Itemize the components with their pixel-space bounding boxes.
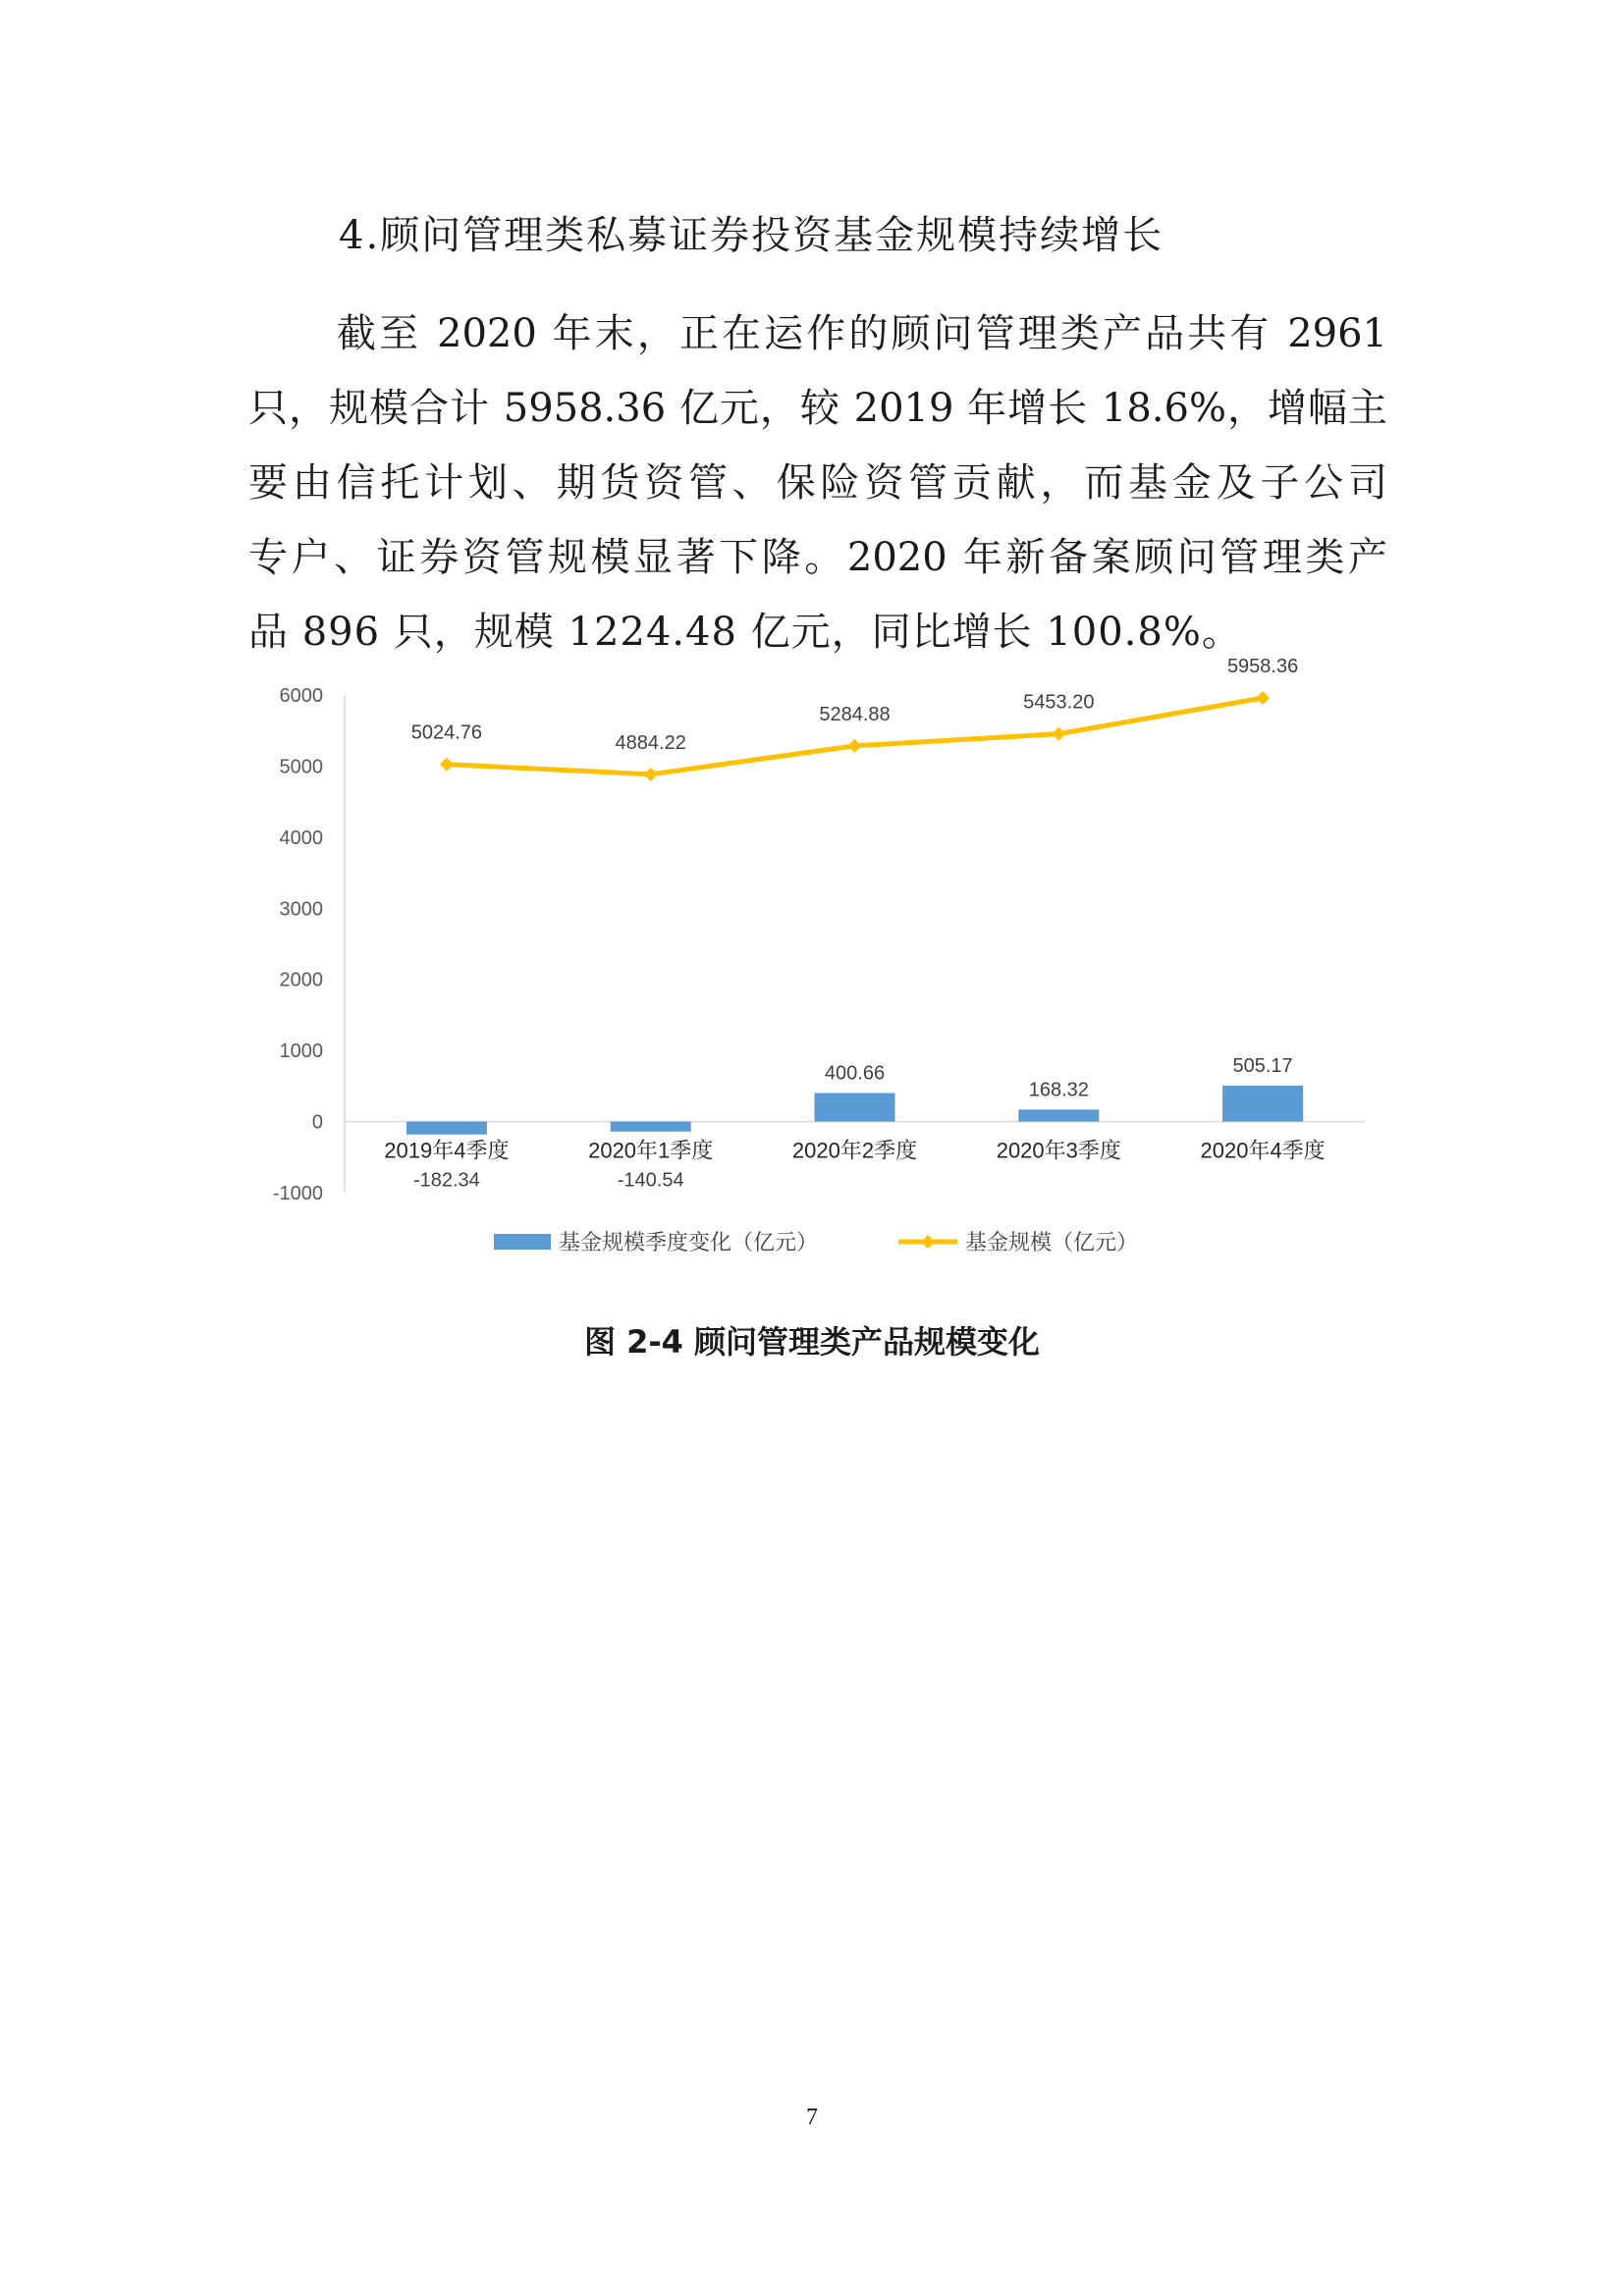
line-marker xyxy=(848,739,862,753)
bar xyxy=(611,1122,691,1132)
bar-data-label: -140.54 xyxy=(617,1169,684,1192)
bar-data-label: 400.66 xyxy=(824,1062,886,1085)
y-tick-label: 1000 xyxy=(279,1041,323,1063)
x-tick-label: 2020年2季度 xyxy=(791,1138,918,1163)
bar xyxy=(1222,1086,1303,1122)
bar-data-label: 505.17 xyxy=(1232,1054,1293,1077)
body-paragraph xyxy=(248,296,1387,669)
bar xyxy=(815,1094,895,1122)
line-data-label: 5453.20 xyxy=(1023,691,1095,714)
fund-scale-chart xyxy=(250,656,1389,1271)
paragraph-line: 截至 2020 年末，正在运作的顾问管理类产品共有 2961 xyxy=(337,311,1387,356)
paragraph-line: 要由信托计划、期货资管、保险资管贡献，而基金及子公司 xyxy=(248,460,1387,506)
figure-caption: 图 2-4 顾问管理类产品规模变化 xyxy=(583,1323,1041,1361)
x-tick-label: 2020年1季度 xyxy=(588,1138,714,1163)
line-marker xyxy=(1256,691,1270,705)
y-tick-label: -1000 xyxy=(272,1183,323,1204)
bar-data-label: -182.34 xyxy=(412,1169,480,1192)
y-tick-label: 6000 xyxy=(279,685,323,707)
bar xyxy=(406,1122,487,1135)
line-marker xyxy=(644,768,658,781)
x-tick-label: 2020年4季度 xyxy=(1200,1138,1326,1163)
x-tick-label: 2019年4季度 xyxy=(384,1138,510,1163)
legend-line-label: 基金规模（亿元） xyxy=(965,1230,1139,1255)
page-number: 7 xyxy=(806,2105,818,2130)
bar-data-label: 168.32 xyxy=(1028,1079,1089,1101)
y-tick-label: 0 xyxy=(311,1111,323,1134)
y-tick-label: 5000 xyxy=(279,756,323,778)
line-data-label: 5958.36 xyxy=(1226,656,1299,678)
y-tick-label: 2000 xyxy=(279,969,323,991)
line-marker xyxy=(1052,727,1065,741)
paragraph-line: 只，规模合计 5958.36 亿元，较 2019 年增长 18.6%，增幅主 xyxy=(248,386,1387,431)
chart-svg xyxy=(250,656,1389,1271)
y-tick-label: 3000 xyxy=(279,898,323,921)
legend-line-marker xyxy=(921,1235,935,1249)
line-data-label: 5284.88 xyxy=(819,703,891,725)
section-heading: 4.顾问管理类私募证券投资基金规模持续增长 xyxy=(339,213,1164,258)
y-tick-label: 4000 xyxy=(279,827,323,849)
bar xyxy=(1018,1109,1099,1121)
line-marker xyxy=(440,758,454,772)
x-tick-label: 2020年3季度 xyxy=(996,1138,1121,1163)
line-data-label: 5024.76 xyxy=(410,721,483,744)
paragraph-line: 专户、证券资管规模显著下降。2020 年新备案顾问管理类产 xyxy=(248,535,1387,580)
line-data-label: 4884.22 xyxy=(615,731,686,754)
paragraph-line: 品 896 只，规模 1224.48 亿元，同比增长 100.8%。 xyxy=(248,610,1242,655)
legend-bar-swatch xyxy=(494,1234,551,1250)
legend-bar-label: 基金规模季度变化（亿元） xyxy=(559,1230,819,1255)
